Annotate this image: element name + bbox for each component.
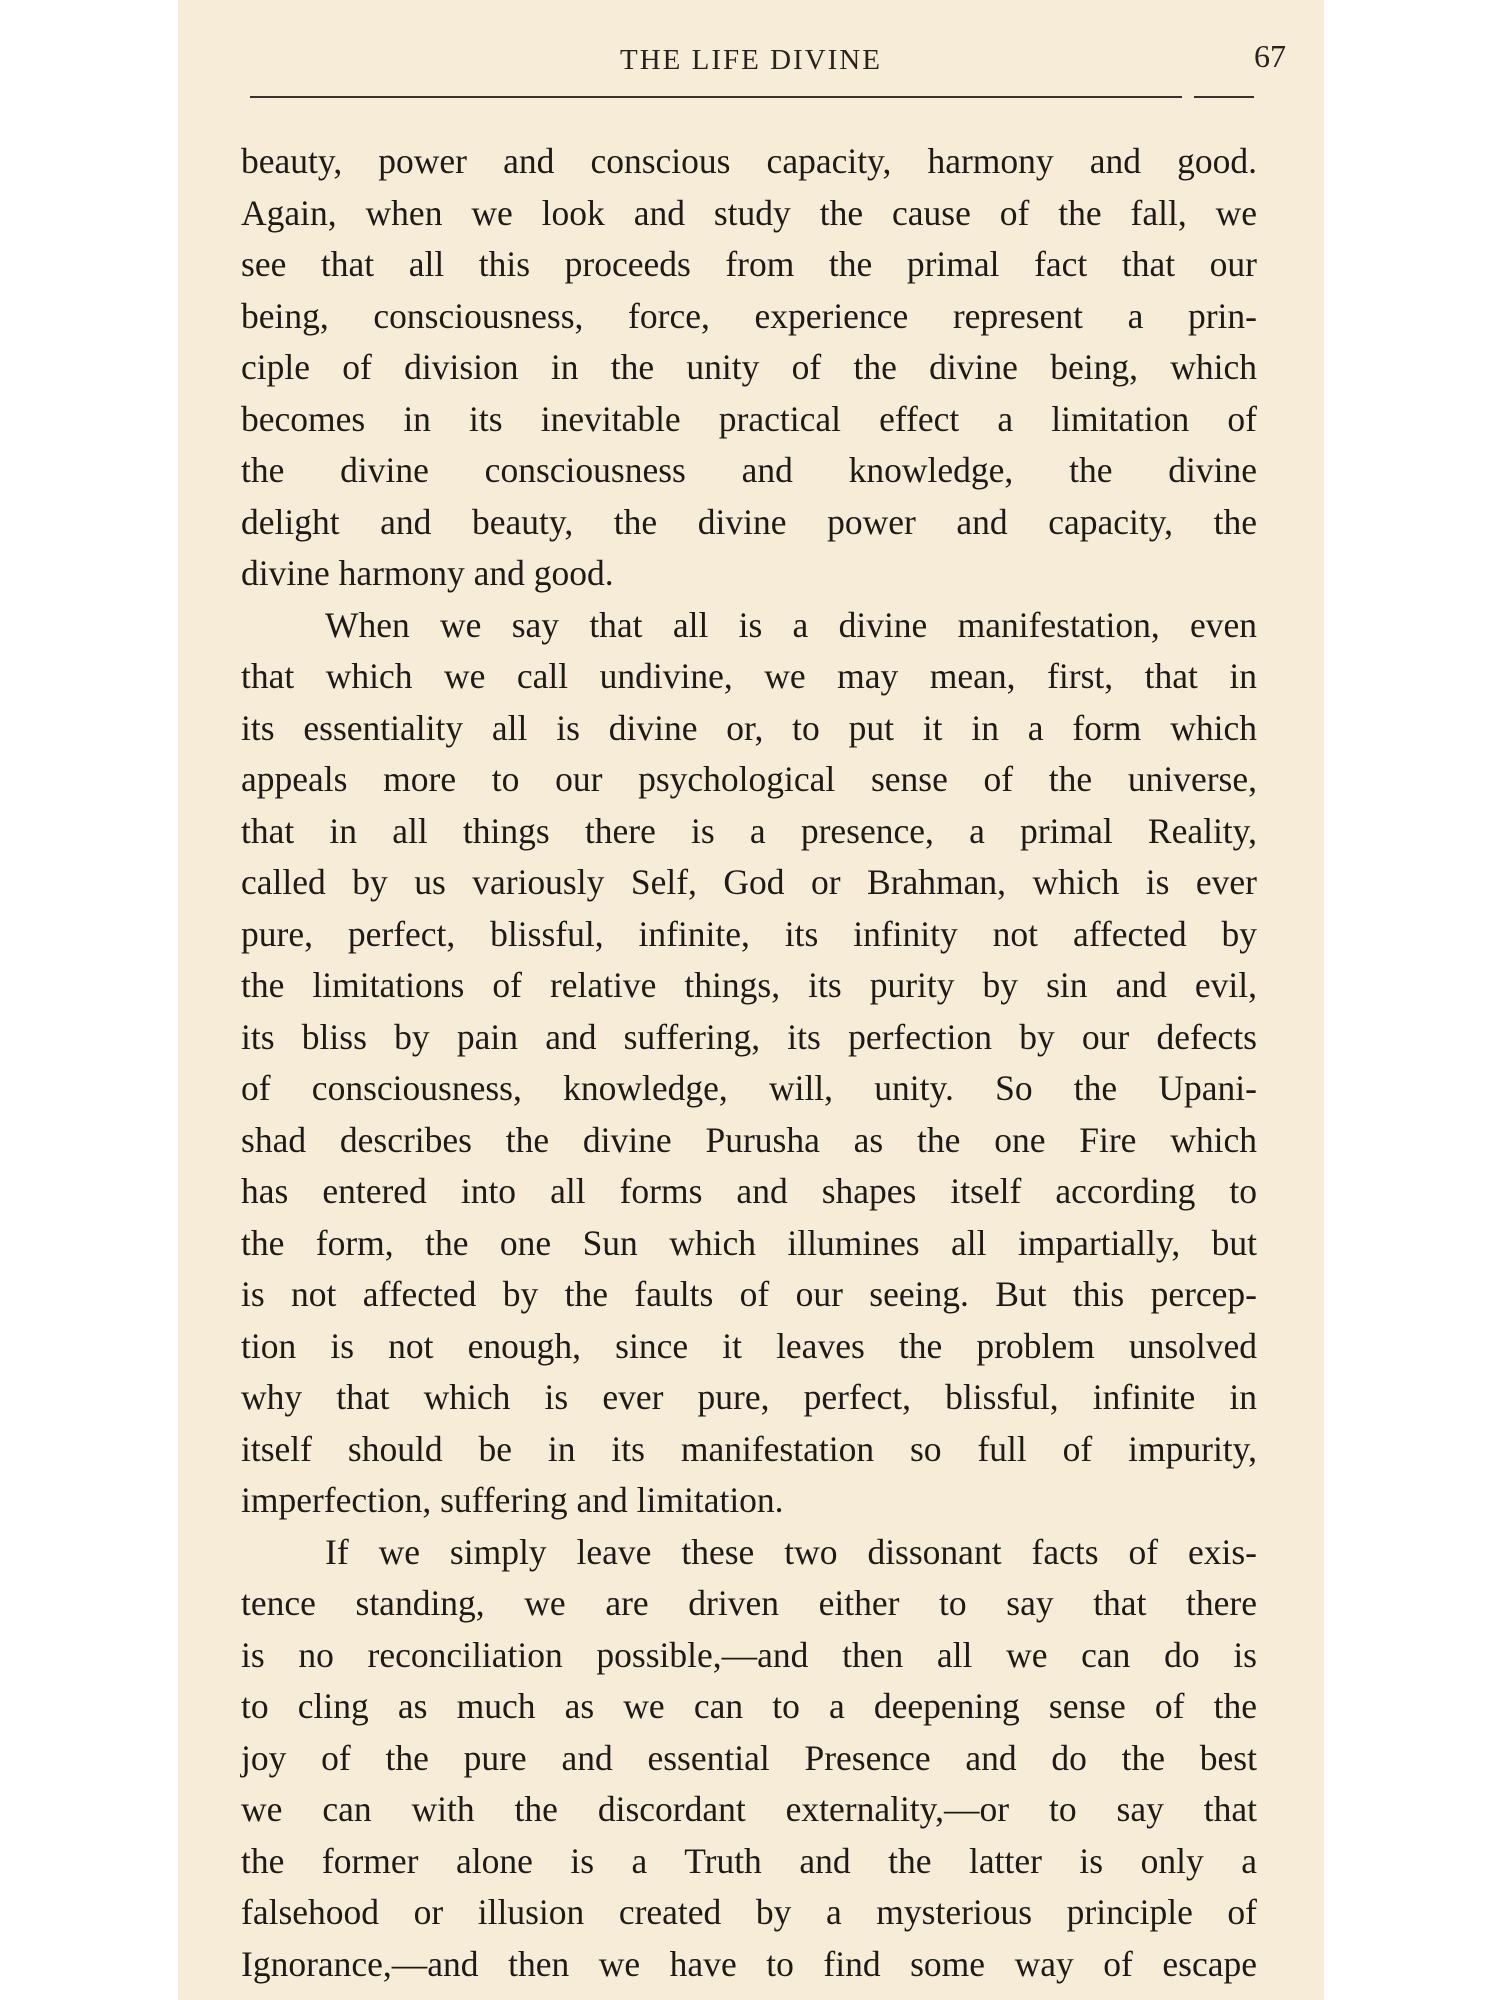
text-line: called by us variously Self, God or Brahman, which is ever — [241, 862, 1257, 902]
text-line: joy of the pure and essential Presence and do the best — [241, 1737, 1257, 1778]
paragraph-2 — [241, 600, 1257, 1527]
text-line: the form, the one Sun which illumines all impartially, but — [241, 1222, 1257, 1263]
text-line: delight and beauty, the divine power and capacity, the — [241, 501, 1257, 542]
text-line: Again, when we look and study the cause of the fall, we — [241, 192, 1257, 233]
text-line: is not affected by the faults of our seeing. But this percep- — [241, 1274, 1257, 1314]
text-line: the divine consciousness and knowledge, the divine — [241, 450, 1257, 490]
text-line: itself should be in its manifestation so full of impurity, — [241, 1428, 1257, 1469]
text-line: becomes in its inevitable practical effect a limitation of — [241, 398, 1257, 439]
text-line: being, consciousness, force, experience represent a prin- — [241, 295, 1257, 336]
text-line: tence standing, we are driven either to say that there — [241, 1583, 1257, 1623]
text-line: that which we call undivine, we may mean, first, that in — [241, 656, 1257, 696]
text-line: its bliss by pain and suffering, its perfection by our defects — [241, 1016, 1257, 1057]
text-line: ciple of division in the unity of the divine being, which — [241, 347, 1257, 387]
paragraph-3 — [241, 1527, 1257, 1991]
text-line: tion is not enough, since it leaves the problem unsolved — [241, 1325, 1257, 1366]
text-line: divine harmony and good. — [241, 553, 614, 593]
page-number: 67 — [1254, 38, 1286, 74]
text-line: falsehood or illusion created by a mysterious principle of — [241, 1892, 1257, 1932]
text-line: appeals more to our psychological sense of the universe, — [241, 759, 1257, 799]
text-line: of consciousness, knowledge, will, unity. So the Upani- — [241, 1068, 1257, 1108]
text-line: we can with the discordant externality,—or to say that — [241, 1789, 1257, 1829]
text-line: is no reconciliation possible,—and then all we can do is — [241, 1634, 1257, 1675]
text-line: its essentiality all is divine or, to put it in a form which — [241, 707, 1257, 748]
text-line: has entered into all forms and shapes itself according to — [241, 1171, 1257, 1211]
text-line: the limitations of relative things, its purity by sin and evil, — [241, 965, 1257, 1005]
text-line: beauty, power and conscious capacity, harmony and good. — [241, 141, 1257, 181]
running-title: THE LIFE DIVINE — [620, 44, 882, 76]
text-line: imperfection, suffering and limitation. — [241, 1480, 784, 1520]
text-line: pure, perfect, blissful, infinite, its infinity not affected by — [241, 913, 1257, 954]
paragraph-1 — [241, 136, 1257, 600]
text-line: shad describes the divine Purusha as the one Fire which — [241, 1119, 1257, 1160]
text-line: the former alone is a Truth and the latter is only a — [241, 1840, 1257, 1881]
text-line: why that which is ever pure, perfect, blissful, infinite in — [241, 1377, 1257, 1417]
text-line: If we simply leave these two dissonant facts of exis- — [325, 1531, 1257, 1572]
text-line: that in all things there is a presence, a primal Reality, — [241, 810, 1257, 851]
book-page — [178, 0, 1324, 2000]
text-line: see that all this proceeds from the primal fact that our — [241, 244, 1257, 284]
header-rule — [250, 96, 1254, 98]
text-line: Ignorance,—and then we have to find some way of escape — [241, 1943, 1257, 1984]
body-text — [241, 136, 1257, 1990]
text-line: to cling as much as we can to a deepening sense of the — [241, 1686, 1257, 1726]
text-line: When we say that all is a divine manifestation, even — [325, 604, 1257, 645]
header-rule-gap — [1182, 92, 1194, 102]
running-head — [178, 38, 1324, 86]
